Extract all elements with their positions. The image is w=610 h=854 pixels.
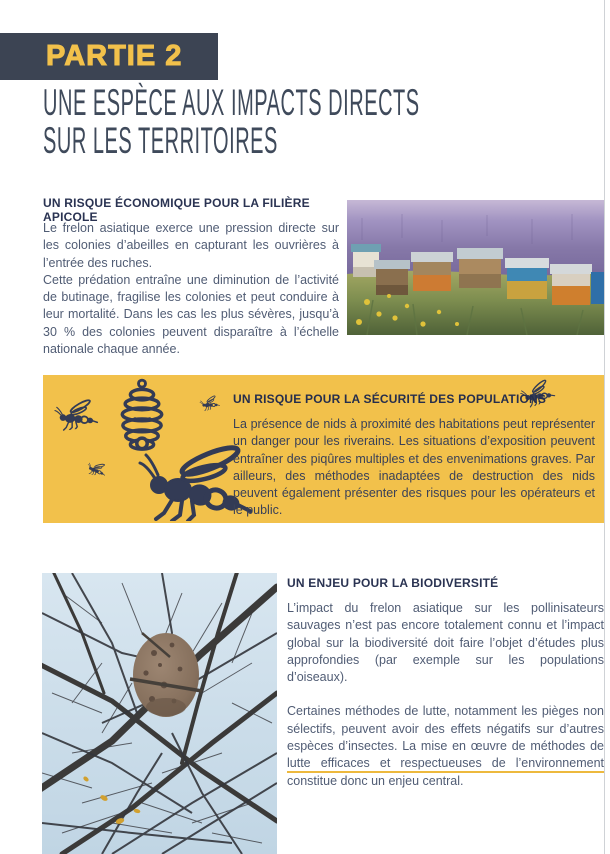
section-heading-securite: UN RISQUE POUR LA SÉCURITÉ DES POPULATIONS [233,392,547,406]
section-divider-rule [287,771,604,773]
page-title-line1: UNE ESPÈCE AUX IMPACTS DIRECTS [43,82,420,123]
section-body-biodiversite [287,600,604,790]
beehives-lavender-photo [347,200,604,335]
paragraph: Le frelon asiatique exerce une pression directe sur les colonies d’abeilles en capturant les ouvrières à l’entrée des ruches. [43,221,339,270]
part-label: PARTIE 2 [46,40,183,72]
section-body-apicole [43,220,339,358]
hornet-icon [199,394,222,413]
hazard-box [43,375,604,523]
page-title [43,84,420,160]
page-title-line2: SUR LES TERRITOIRES [43,120,278,161]
page-edge-line [604,0,605,854]
section-heading-apicole: UN RISQUE ÉCONOMIQUE POUR LA FILIÈRE APICOLE [43,196,310,224]
paragraph: Certaines méthodes de lutte, notamment les pièges non sélectifs, peuvent avoir des effets négatifs sur d’autres espèces d’insectes. La mise en œuvre de méthodes de lutte efficaces et respectueuses de l’environnement constitue donc un enjeu central. [287,704,604,788]
paragraph: La présence de nids à proximité des habitations peut représenter un danger pour les riverains. Les situations d’exposition peuvent entraîner des piqûres multiples et des envenimations graves. Par ailleurs, des méthodes inadaptées de destruction des nids peuvent également présenter des risques pour les opérateurs et le public. [233,417,595,518]
hornet-nest-photo [42,573,277,854]
paragraph: Cette prédation entraîne une diminution de l’activité de butinage, fragilise les colonies et peut conduire à leur mortalité. Dans les cas les plus sévères, jusqu’à 30 % des colonies peuvent disparaître à l’échelle nationale chaque année. [43,272,339,357]
section-body-securite [233,416,595,520]
hornet-icon [86,460,108,477]
paragraph: L’impact du frelon asiatique sur les pollinisateurs sauvages n’est pas encore totalement connu et l’impact global sur la biodiversité doit faire l’objet d’études plus approfondies (par exemple sur les populations d’oiseaux). [287,601,604,685]
hornet-icon [53,396,101,433]
part-banner [0,33,218,80]
section-heading-biodiversite: UN ENJEU POUR LA BIODIVERSITÉ [287,576,499,590]
